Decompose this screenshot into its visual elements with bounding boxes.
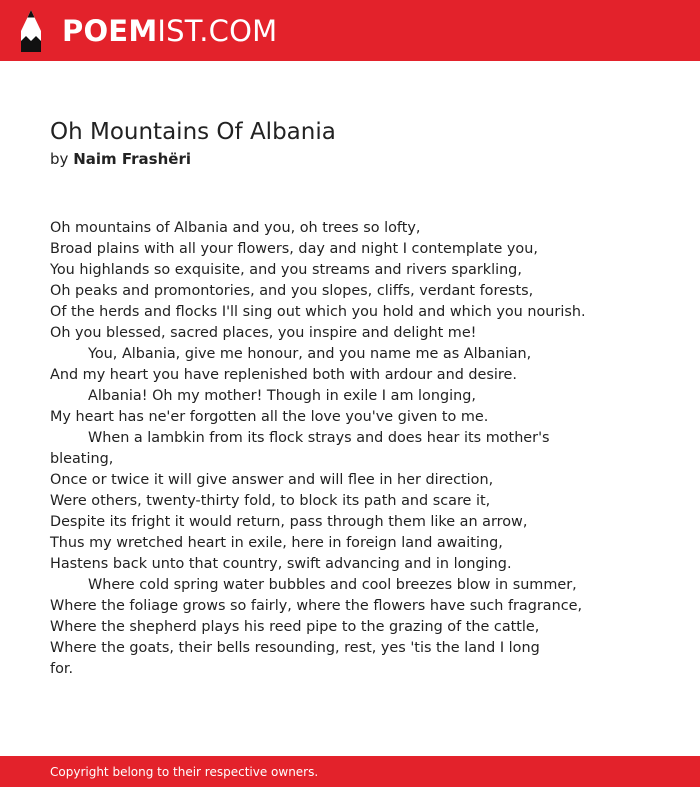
site-logo-link[interactable] [18,8,277,54]
poem-line: Where the goats, their bells resounding, rest, yes 'tis the land I long [50,640,540,656]
poem-line: for. [50,661,74,677]
poem-line: Oh you blessed, sacred places, you inspire and delight me! [50,325,477,341]
poem-line: You, Albania, give me honour, and you name me as Albanian, [88,346,532,362]
poem-line: Oh mountains of Albania and you, oh trees so lofty, [50,220,421,236]
poem-line: My heart has ne'er forgotten all the love you've given to me. [50,409,489,425]
copyright-text: Copyright belong to their respective owners. [50,765,319,779]
poem-line: Once or twice it will give answer and will flee in her direction, [50,472,494,488]
poem-line: Oh peaks and promontories, and you slopes, cliffs, verdant forests, [50,283,534,299]
poem-line: And my heart you have replenished both with ardour and desire. [50,367,517,383]
poem-title: Oh Mountains Of Albania [50,119,336,145]
poem-line: When a lambkin from its flock strays and does hear its mother's [88,430,550,446]
site-header [0,0,700,61]
poem-line: Where cold spring water bubbles and cool breezes blow in summer, [88,577,577,593]
poem-line: Thus my wretched heart in exile, here in foreign land awaiting, [50,535,503,551]
site-logo-light: IST.COM [157,13,278,48]
author-name: Naim Frashëri [73,150,191,168]
poem-line: Broad plains with all your flowers, day and night I contemplate you, [50,241,538,257]
poem-line: Albania! Oh my mother! Though in exile I am longing, [88,388,476,404]
poem-line: Where the shepherd plays his reed pipe to the grazing of the cattle, [50,619,540,635]
poem-line: Where the foliage grows so fairly, where the flowers have such fragrance, [50,598,583,614]
poem-line: Despite its fright it would return, pass through them like an arrow, [50,514,528,530]
by-label: by [50,150,69,168]
poem-line: Of the herds and flocks I'll sing out which you hold and which you nourish. [50,304,586,320]
poem-line: Were others, twenty-thirty fold, to block its path and scare it, [50,493,491,509]
site-logo-strong: POEM [62,13,158,48]
site-logo-text [62,13,278,48]
poem-body [50,218,650,680]
site-footer [0,756,700,787]
poem-line: You highlands so exquisite, and you streams and rivers sparkling, [50,262,522,278]
poem-line: Hastens back unto that country, swift advancing and in longing. [50,556,512,572]
poem-byline [50,148,191,170]
poem-line: bleating, [50,451,114,467]
pencil-icon [18,9,44,53]
